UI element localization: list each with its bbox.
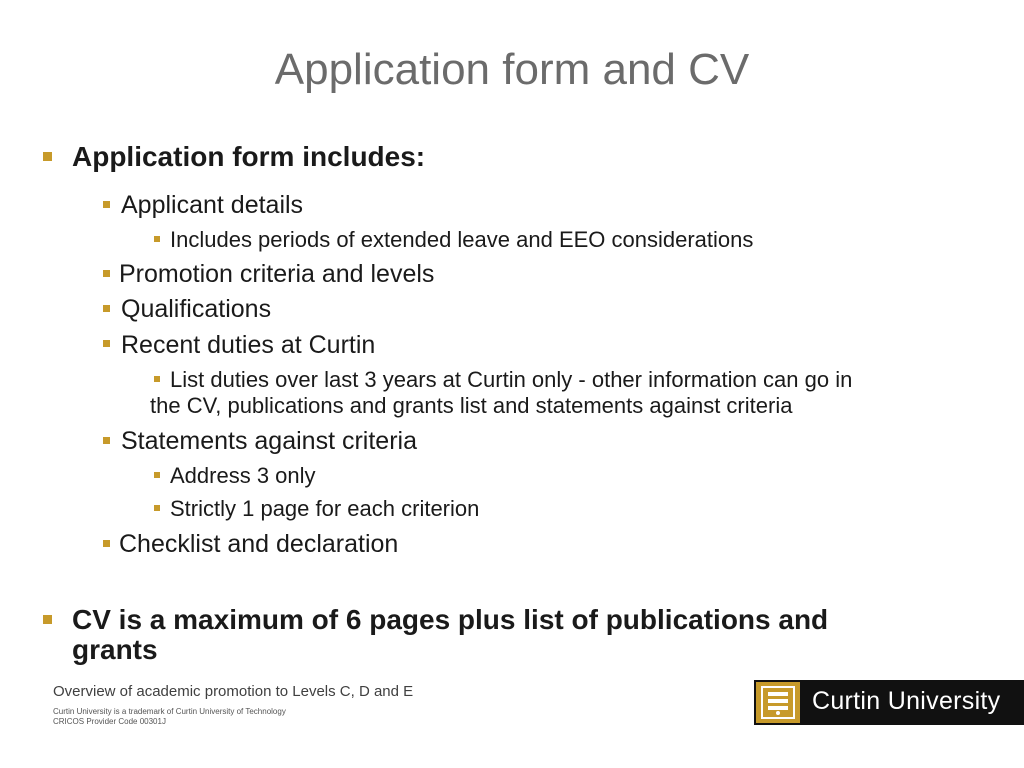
bullet-icon (103, 437, 110, 444)
bullet-icon (154, 376, 160, 382)
list-item-applicant-details: Applicant details (121, 191, 304, 219)
list-duties-line-2: the CV, publications and grants list and statements against criteria (150, 393, 793, 418)
bullet-icon (103, 201, 110, 208)
list-item-qualifications: Qualifications (121, 295, 272, 323)
crest-icon (756, 682, 800, 723)
list-item-extended-leave: Includes periods of extended leave and EEO considerations (170, 227, 754, 252)
footer-cricos: CRICOS Provider Code 00301J (53, 717, 166, 726)
bullet-icon (103, 270, 110, 277)
bullet-icon (103, 305, 110, 312)
list-duties-line-1: List duties over last 3 years at Curtin only - other information can go in (170, 367, 853, 392)
list-item-list-duties (150, 367, 990, 419)
footer-trademark: Curtin University is a trademark of Curtin University of Technology (53, 707, 286, 716)
list-item-statements: Statements against criteria (121, 427, 417, 455)
cv-heading (72, 605, 962, 665)
footer-subtitle: Overview of academic promotion to Levels C, D and E (53, 683, 414, 700)
bullet-icon (43, 152, 52, 161)
bullet-icon (154, 236, 160, 242)
list-item-strictly-1: Strictly 1 page for each criterion (170, 496, 480, 521)
bullet-icon (154, 472, 160, 478)
bullet-icon (43, 615, 52, 624)
cv-line-2: grants (72, 634, 158, 665)
bullet-icon (103, 340, 110, 347)
list-item-promotion-criteria: Promotion criteria and levels (119, 260, 435, 288)
bullet-icon (103, 540, 110, 547)
bullet-icon (154, 505, 160, 511)
form-heading: Application form includes: (72, 141, 426, 172)
slide-title: Application form and CV (274, 45, 750, 94)
cv-line-1: CV is a maximum of 6 pages plus list of publications and (72, 604, 829, 635)
list-item-address-3: Address 3 only (170, 463, 316, 488)
list-item-checklist: Checklist and declaration (119, 530, 399, 558)
logo-text: Curtin University (812, 687, 1001, 715)
curtin-logo (754, 680, 1024, 725)
list-item-recent-duties: Recent duties at Curtin (121, 331, 376, 359)
